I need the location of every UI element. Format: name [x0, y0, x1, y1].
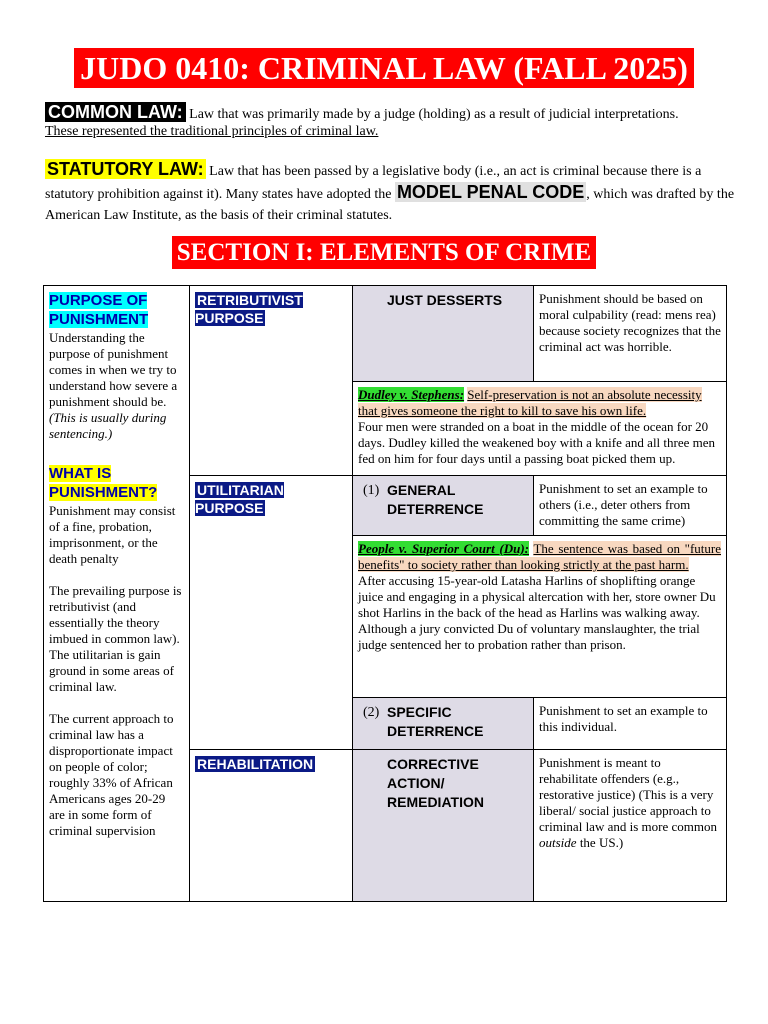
- purpose-italic: (This is usually during sentencing.): [49, 410, 167, 441]
- statutory-law-text-after: , which was drafted by the American Law Institute, as the basis of their criminal statutes.: [45, 187, 735, 223]
- rehabilitation-description-cell: [534, 750, 727, 902]
- specific-deterrence-cell: [353, 698, 534, 750]
- rehabilitation-description-after: the US.): [579, 835, 624, 850]
- dudley-case-holding: Self-preservation is not an absolute necessity that gives someone the right to kill to save his own life.: [358, 387, 702, 418]
- retributivist-label-cell: [190, 286, 353, 476]
- purpose-of-punishment-heading: PURPOSE OF PUNISHMENT: [49, 292, 149, 328]
- left-column-cell: [44, 286, 190, 902]
- common-law-label: COMMON LAW:: [45, 102, 186, 122]
- du-case-holding: The sentence was based on "future benefits" to society rather than looking strictly at the past harm.: [358, 541, 721, 572]
- specific-deterrence-category: SPECIFIC DETERRENCE: [387, 704, 484, 739]
- common-law-underlined: These represented the traditional principles of criminal law.: [45, 124, 379, 139]
- dudley-case-cell: [353, 382, 727, 476]
- what-is-punishment-heading: WHAT IS PUNISHMENT?: [49, 465, 158, 501]
- general-deterrence-description: Punishment to set an example to others (i.e., deter others from committing the same crime): [539, 481, 708, 528]
- rehabilitation-description-italic: outside: [539, 835, 577, 850]
- model-penal-code-highlight: MODEL PENAL CODE: [396, 182, 585, 202]
- retributivist-row: [44, 286, 727, 382]
- retributivist-description-cell: [534, 286, 727, 382]
- what-text-2: The prevailing purpose is retributivist (and essentially the theory imbued in common law). The utilitarian is gain ground in some areas of criminal law.: [49, 583, 182, 694]
- retributivist-label: RETRIBUTIVIST PURPOSE: [195, 292, 303, 326]
- general-deterrence-cell: [353, 476, 534, 536]
- corrective-action-category: CORRECTIVE ACTION/ REMEDIATION: [387, 756, 484, 810]
- rehabilitation-label-cell: [190, 750, 353, 902]
- rehabilitation-label: REHABILITATION: [197, 756, 314, 772]
- du-case-name: People v. Superior Court (Du):: [358, 541, 529, 556]
- specific-deterrence-description-cell: [534, 698, 727, 750]
- corrective-action-cell: [353, 750, 534, 902]
- du-case-cell: [353, 536, 727, 698]
- dudley-case-name: Dudley v. Stephens:: [358, 387, 465, 402]
- purpose-text: Understanding the purpose of punishment comes in when we try to understand how severe a punishment should be.: [49, 330, 178, 409]
- what-text-3: The current approach to criminal law has a disproportionate impact on people of color; roughly 33% of African Americans ages 20-29 are in some form of criminal supervision: [49, 711, 174, 838]
- specific-deterrence-number: (2): [363, 705, 380, 720]
- section-heading-block: [0, 236, 768, 269]
- general-deterrence-number: (1): [363, 483, 380, 498]
- just-deserts-category: JUST DESSERTS: [387, 292, 503, 308]
- specific-deterrence-description: Punishment to set an example to this individual.: [539, 703, 708, 734]
- statutory-law-text-before: Law that has been passed by a legislative body (i.e., an act is criminal because there is a statutory prohibition against it). Many states have adopted the: [45, 164, 702, 202]
- just-deserts-cell: [353, 286, 534, 382]
- section-title: SECTION I: ELEMENTS OF CRIME: [172, 236, 596, 269]
- du-case-facts: After accusing 15-year-old Latasha Harlins of shoplifting orange juice and engaging in a physical altercation with her, store owner Du shot Harlins in the back of the head as Harlins was walking away. Although a jury convicted Du of voluntary manslaughter, the trial judge sentenced her to probation rather than prison.: [358, 573, 716, 652]
- retributivist-description: Punishment should be based on moral culpability (read: mens rea) because society recognizes that the criminal act was horrible.: [539, 291, 721, 354]
- what-text-1: Punishment may consist of a fine, probation, imprisonment, or the death penalty: [49, 503, 176, 566]
- statutory-law-paragraph: [45, 159, 735, 226]
- general-deterrence-description-cell: [534, 476, 727, 536]
- common-law-text: Law that was primarily made by a judge (holding) as a result of judicial interpretations.: [189, 107, 679, 122]
- utilitarian-label: UTILITARIAN PURPOSE: [195, 482, 284, 516]
- title-block: [0, 48, 768, 88]
- rehabilitation-description-before: Punishment is meant to rehabilitate offenders (e.g., restorative justice) (This is a very liberal/ social justice approach to criminal law and is more common: [539, 755, 717, 834]
- utilitarian-label-cell: [190, 476, 353, 750]
- elements-of-crime-table: [43, 285, 727, 902]
- statutory-law-label: STATUTORY LAW:: [47, 159, 204, 179]
- general-deterrence-category: GENERAL DETERRENCE: [387, 482, 484, 517]
- dudley-case-facts: Four men were stranded on a boat in the middle of the ocean for 20 days. Dudley killed the weakened boy with a knife and all three men fed on him for four days until a passing boat picked them up.: [358, 419, 716, 466]
- common-law-paragraph: [45, 104, 735, 140]
- document-title: JUDO 0410: CRIMINAL LAW (FALL 2025): [74, 48, 694, 88]
